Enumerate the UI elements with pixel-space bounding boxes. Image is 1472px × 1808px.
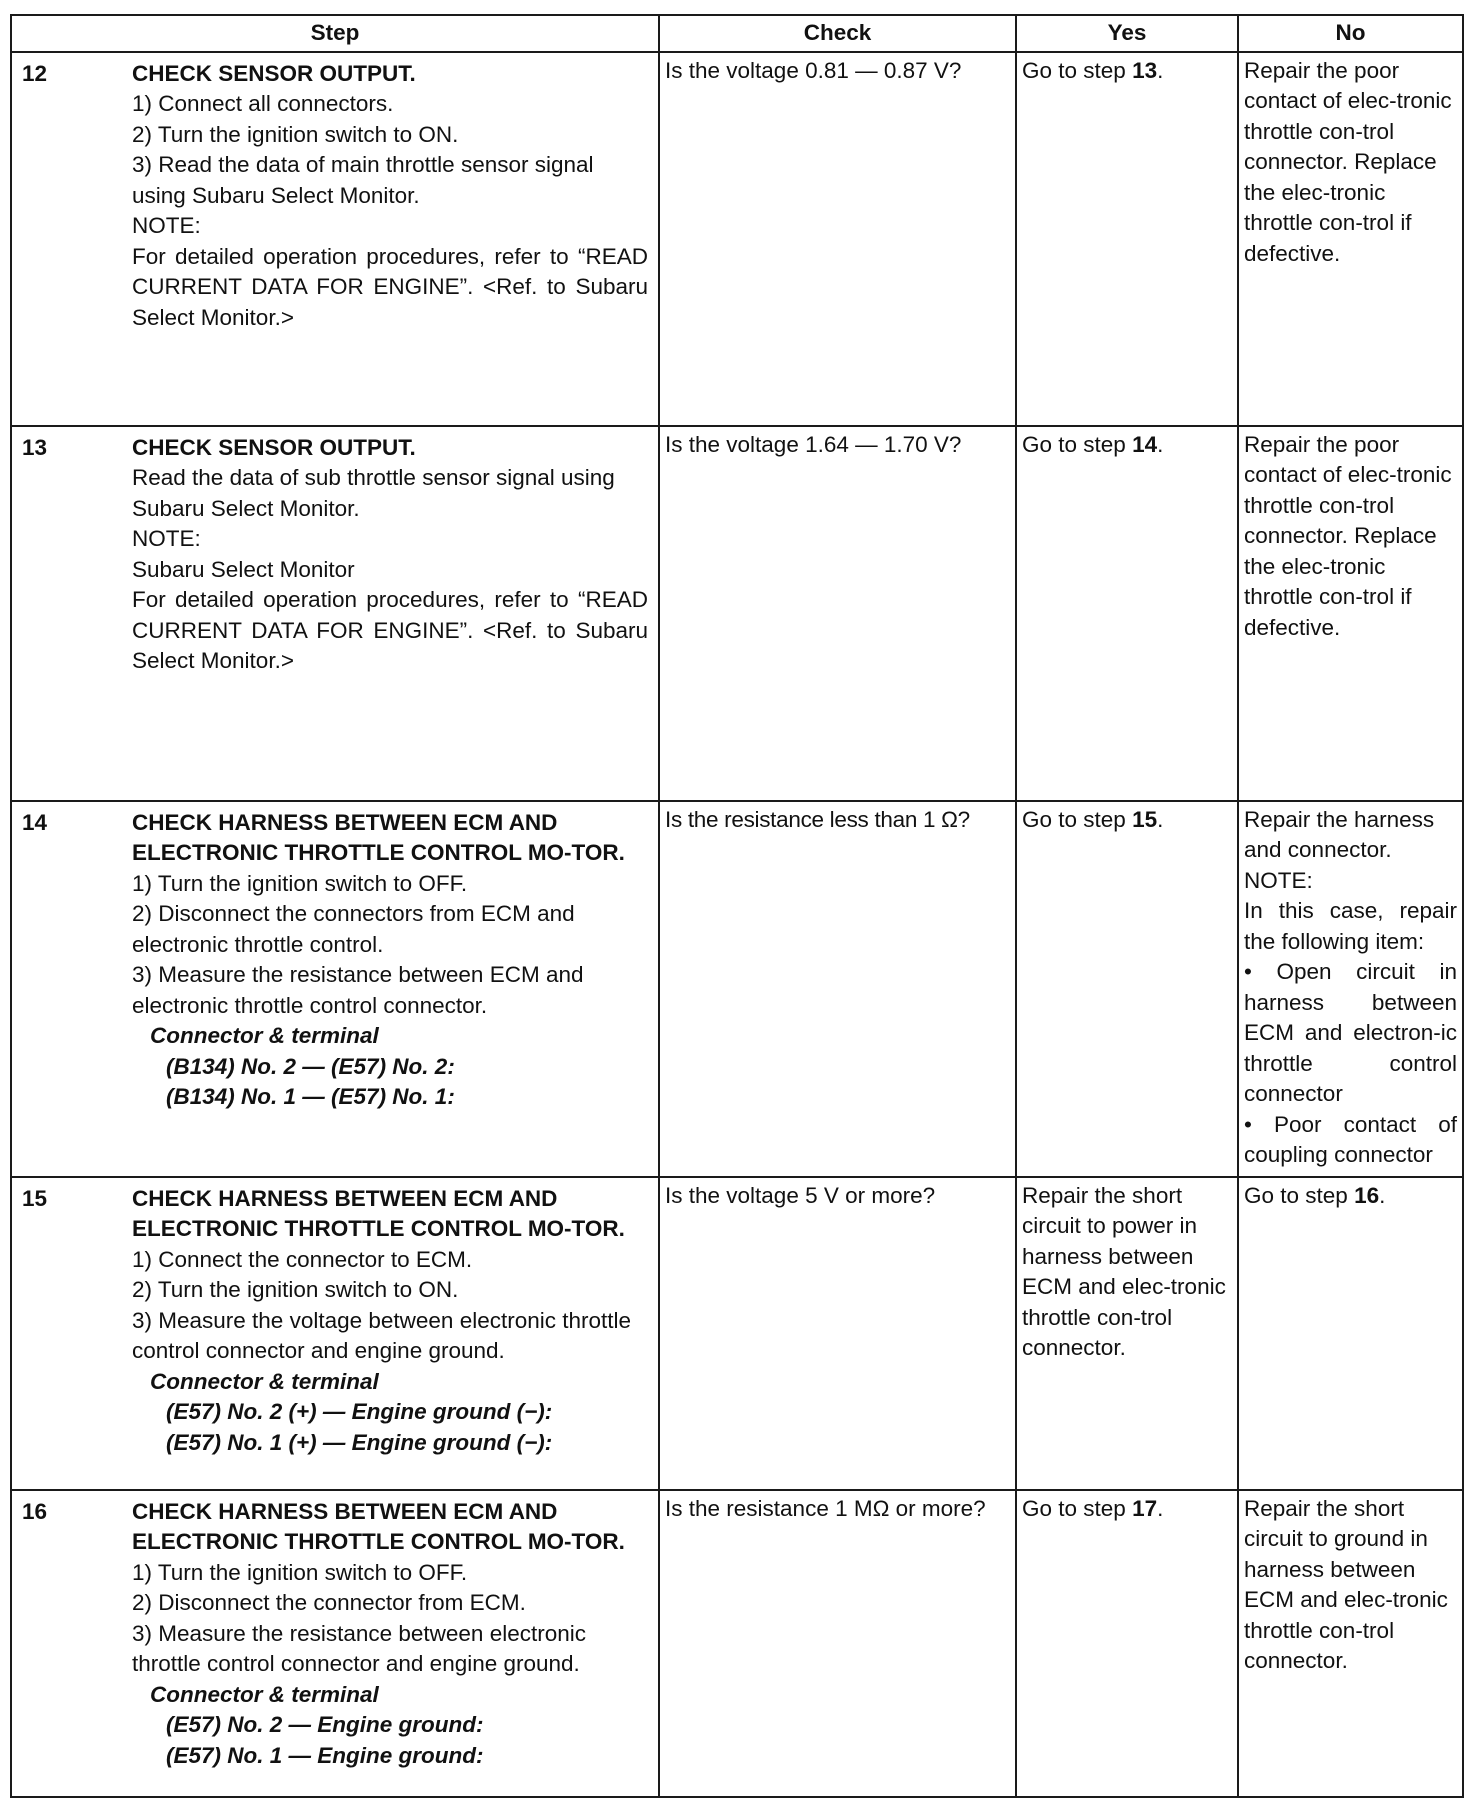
no-bullet-item: • Poor contact of coupling connector (1244, 1111, 1457, 1167)
step-title: CHECK HARNESS BETWEEN ECM AND ELECTRONIC THROTTLE CONTROL MO-TOR. (132, 809, 625, 865)
step-cell (11, 1490, 659, 1797)
note-label: NOTE: (132, 213, 201, 238)
note-text: For detailed operation procedures, refer to “READ CURRENT DATA FOR ENGINE”. <Ref. to Subaru Select Monitor.> (132, 587, 648, 673)
table-row-step-13 (11, 426, 1463, 801)
connector-terminal-item: (B134) No. 1 — (E57) No. 1: (166, 1084, 455, 1109)
step-number: 14 (22, 809, 48, 835)
header-row (11, 15, 1463, 52)
diagnostic-sheet (10, 14, 1464, 1798)
connector-terminal-item: (E57) No. 2 (+) — Engine ground (−): (166, 1399, 553, 1424)
no-cell: Repair the poor contact of elec-tronic throttle con-trol connector. Replace the elec-tronic throttle con-trol if defective. (1238, 426, 1463, 801)
step-cell (11, 426, 659, 801)
connector-terminal-item: (E57) No. 1 — Engine ground: (166, 1742, 484, 1768)
diagnostic-table (10, 14, 1464, 1798)
connector-terminal-item: (E57) No. 1 (+) — Engine ground (−): (166, 1429, 553, 1455)
step-instruction: 2) Disconnect the connectors from ECM and electronic throttle control. (132, 901, 575, 957)
step-instruction: 2) Turn the ignition switch to ON. (132, 121, 459, 147)
check-cell: Is the resistance less than 1 Ω? (659, 801, 1016, 1177)
yes-prefix: Go to step (1022, 431, 1133, 457)
yes-cell (1016, 1490, 1238, 1797)
step-title: CHECK SENSOR OUTPUT. (132, 434, 416, 460)
table-row-step-16 (11, 1490, 1463, 1797)
no-bullet-item: • Open circuit in harness between ECM and electron-ic throttle control connector (1244, 959, 1457, 1106)
no-suffix: . (1379, 1182, 1386, 1208)
no-note-label: NOTE: (1244, 867, 1313, 893)
yes-suffix: . (1157, 431, 1164, 457)
step-instruction: 2) Disconnect the connector from ECM. (132, 1590, 526, 1615)
no-cell: Repair the poor contact of elec-tronic throttle con-trol connector. Replace the elec-tronic throttle con-trol if defective. (1238, 52, 1463, 426)
step-title: CHECK SENSOR OUTPUT. (132, 60, 416, 86)
connector-terminal-label: Connector & terminal (150, 1368, 379, 1394)
no-cell (1238, 801, 1463, 1177)
step-number: 16 (22, 1498, 48, 1524)
yes-prefix: Go to step (1022, 1495, 1133, 1521)
connector-terminal-item: (B134) No. 2 — (E57) No. 2: (166, 1053, 455, 1079)
step-instruction: 3) Measure the resistance between ECM and electronic throttle control connector. (132, 962, 584, 1018)
header-no: No (1238, 15, 1463, 52)
no-cell: Repair the short circuit to ground in harness between ECM and elec-tronic throttle con-trol connector. (1238, 1490, 1463, 1797)
check-cell: Is the resistance 1 MΩ or more? (659, 1490, 1016, 1797)
note-line: Subaru Select Monitor (132, 556, 355, 582)
header-yes: Yes (1016, 15, 1238, 52)
yes-step-ref: 13 (1132, 57, 1158, 83)
check-cell: Is the voltage 0.81 — 0.87 V? (659, 52, 1016, 426)
step-cell (11, 52, 659, 426)
step-instruction: 3) Read the data of main throttle sensor signal using Subaru Select Monitor. (132, 152, 594, 208)
no-prefix: Go to step (1244, 1182, 1355, 1208)
yes-suffix: . (1157, 806, 1164, 832)
check-cell: Is the voltage 5 V or more? (659, 1177, 1016, 1490)
step-title: CHECK HARNESS BETWEEN ECM AND ELECTRONIC THROTTLE CONTROL MO-TOR. (132, 1185, 625, 1241)
header-check: Check (659, 15, 1016, 52)
step-number: 15 (22, 1185, 48, 1211)
yes-cell (1016, 426, 1238, 801)
step-instruction: 3) Measure the voltage between electronic throttle control connector and engine ground. (132, 1307, 632, 1363)
step-instruction: Read the data of sub throttle sensor signal using Subaru Select Monitor. (132, 465, 615, 521)
table-row-step-12 (11, 52, 1463, 426)
step-title: CHECK HARNESS BETWEEN ECM AND ELECTRONIC THROTTLE CONTROL MO-TOR. (132, 1498, 625, 1554)
check-cell: Is the voltage 1.64 — 1.70 V? (659, 426, 1016, 801)
yes-step-ref: 15 (1132, 806, 1158, 832)
yes-suffix: . (1157, 1495, 1164, 1521)
step-instruction: 1) Connect all connectors. (132, 91, 394, 116)
yes-step-ref: 17 (1132, 1495, 1158, 1521)
yes-suffix: . (1157, 57, 1164, 83)
step-cell (11, 801, 659, 1177)
connector-terminal-item: (E57) No. 2 — Engine ground: (166, 1712, 484, 1737)
yes-cell (1016, 52, 1238, 426)
yes-prefix: Go to step (1022, 806, 1133, 832)
step-number: 13 (22, 434, 48, 460)
no-note-text: In this case, repair the following item: (1244, 898, 1457, 954)
yes-step-ref: 14 (1132, 431, 1158, 457)
yes-prefix: Go to step (1022, 57, 1133, 83)
yes-cell: Repair the short circuit to power in harness between ECM and elec-tronic throttle con-trol connector. (1016, 1177, 1238, 1490)
connector-terminal-label: Connector & terminal (150, 1681, 379, 1707)
table-row-step-14 (11, 801, 1463, 1177)
no-cell (1238, 1177, 1463, 1490)
note-text: For detailed operation procedures, refer to “READ CURRENT DATA FOR ENGINE”. <Ref. to Subaru Select Monitor.> (132, 243, 648, 330)
table-row-step-15 (11, 1177, 1463, 1490)
step-cell (11, 1177, 659, 1490)
step-instruction: 2) Turn the ignition switch to ON. (132, 1277, 459, 1302)
step-instruction: 3) Measure the resistance between electronic throttle control connector and engine ground. (132, 1620, 586, 1676)
step-instruction: 1) Turn the ignition switch to OFF. (132, 1559, 468, 1585)
step-number: 12 (22, 60, 48, 86)
no-text: Repair the harness and connector. (1244, 806, 1435, 862)
no-step-ref: 16 (1354, 1182, 1380, 1208)
step-instruction: 1) Turn the ignition switch to OFF. (132, 870, 468, 896)
step-instruction: 1) Connect the connector to ECM. (132, 1246, 473, 1272)
yes-cell (1016, 801, 1238, 1177)
connector-terminal-label: Connector & terminal (150, 1023, 379, 1048)
note-label: NOTE: (132, 526, 201, 551)
header-step: Step (11, 15, 659, 52)
